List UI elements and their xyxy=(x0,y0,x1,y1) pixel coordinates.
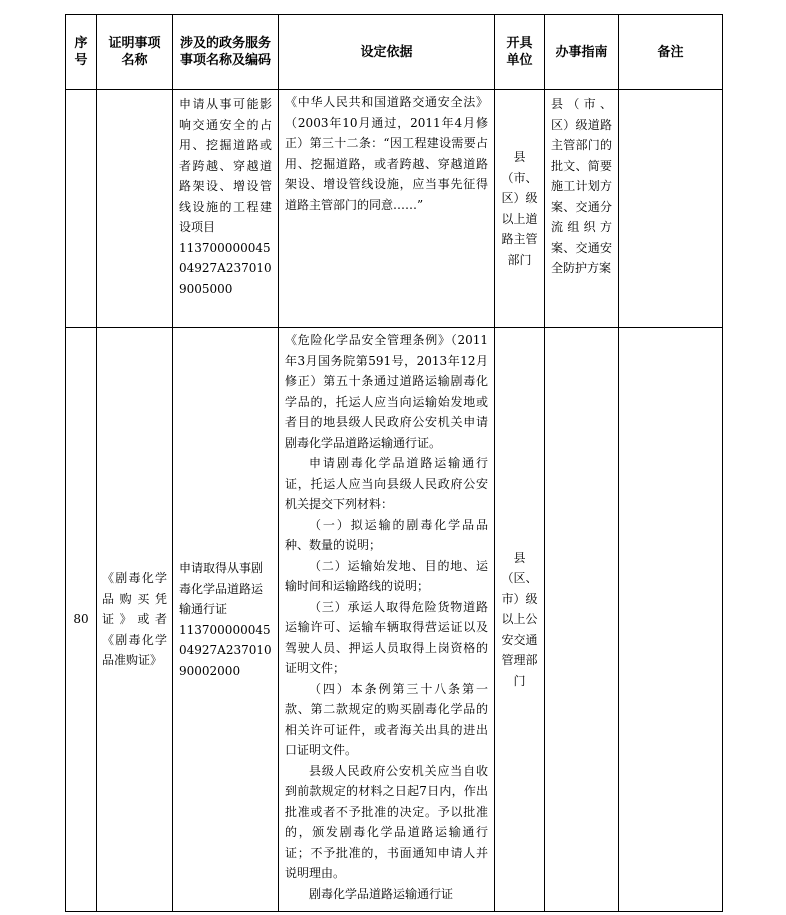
row2-basis-p5: （三）承运人取得危险货物道路运输许可、运输车辆取得营运证以及驾驶人员、押运人员取得上岗资格的证明文件； xyxy=(285,599,488,675)
row1-seq xyxy=(66,90,97,328)
row2-service-code: 11370000004504927A23701090002000 xyxy=(179,622,272,678)
row2-basis xyxy=(279,328,495,912)
row2-cert-name xyxy=(97,328,173,912)
row1-basis-text: 《中华人民共和国道路交通安全法》（2003年10月通过，2011年4月修正）第三十二条：“因工程建设需要占用、挖掘道路，或者跨越、穿越道路架设、增设管线设施，应当事先征得道路主管部门的同意……” xyxy=(285,95,488,212)
row2-basis-p2: 申请剧毒化学品道路运输通行证，托运人应当向县级人民政府公安机关提交下列材料： xyxy=(285,456,488,511)
row2-basis-p7: 县级人民政府公安机关应当自收到前款规定的材料之日起7日内，作出批准或者不予批准的决定。予以批准的，颁发剧毒化学品道路运输通行证；不予批准的，书面通知申请人并说明理由。 xyxy=(285,763,488,880)
row2-guide xyxy=(545,328,619,912)
header-row xyxy=(66,15,723,90)
row2-basis-p3: （一）拟运输的剧毒化学品品种、数量的说明； xyxy=(285,517,488,552)
row1-service-code: 11370000004504927A2370109005000 xyxy=(179,240,272,296)
table-row xyxy=(66,328,723,912)
certificate-table xyxy=(65,14,723,912)
row2-basis-p4: （二）运输始发地、目的地、运输时间和运输路线的说明； xyxy=(285,558,488,593)
row1-basis xyxy=(279,90,495,328)
header-seq: 序号 xyxy=(66,15,97,90)
table-row xyxy=(66,90,723,328)
row2-basis-p1: 《危险化学品安全管理条例》（2011年3月国务院第591号，2013年12月修正）第五十条通过道路运输剧毒化学品的，托运人应当向运输始发地或者目的地县级人民政府公安机关申请剧毒化学品道路运输通行证。 xyxy=(285,333,488,450)
row2-cert-name-text: 《剧毒化学品购买凭证》或者《剧毒化学品准购证》 xyxy=(102,571,167,668)
header-issuer: 开具单位 xyxy=(495,15,545,90)
row2-seq: 80 xyxy=(66,328,97,912)
row2-service-item-name: 申请取得从事剧毒化学品道路运输通行证 xyxy=(179,561,264,616)
row2-issuer: 县（区、市）级以上公安交通管理部门 xyxy=(495,328,545,912)
header-service-item: 涉及的政务服务事项名称及编码 xyxy=(173,15,279,90)
header-remarks: 备注 xyxy=(619,15,723,90)
header-cert-name: 证明事项名称 xyxy=(97,15,173,90)
row1-service-item-name: 申请从事可能影响交通安全的占用、挖掘道路或者跨越、穿越道路架设、增设管线设施的工程建设项目 xyxy=(179,97,272,234)
row2-remarks xyxy=(619,328,723,912)
row2-basis-p8: 剧毒化学品道路运输通行证 xyxy=(309,886,454,901)
row2-basis-p6: （四）本条例第三十八条第一款、第二款规定的购买剧毒化学品的相关许可证件，或者海关出具的进出口证明文件。 xyxy=(285,681,488,757)
row1-remarks xyxy=(619,90,723,328)
header-basis: 设定依据 xyxy=(279,15,495,90)
row1-cert-name xyxy=(97,90,173,328)
row1-service-item xyxy=(173,90,279,328)
row1-issuer: 县（市、区）级以上道路主管部门 xyxy=(495,90,545,328)
header-guide: 办事指南 xyxy=(545,15,619,90)
row2-service-item xyxy=(173,328,279,912)
row1-guide: 县（市、区）级道路主管部门的批文、简要施工计划方案、交通分流组织方案、交通安全防护方案 xyxy=(545,90,619,328)
